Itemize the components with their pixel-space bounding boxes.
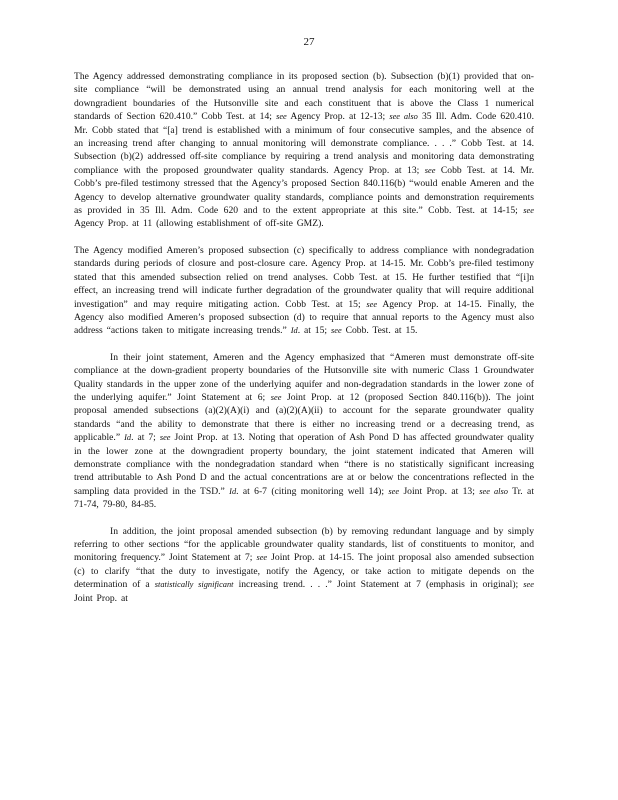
- paragraph-text: Cobb. Test. at 15.: [341, 325, 418, 337]
- italic-citation-signal: see: [159, 433, 171, 443]
- paragraph-text: Agency Prop. at 12-13;: [286, 111, 390, 123]
- paragraph-1: [74, 70, 534, 231]
- paragraph-text: Joint Prop. at 13;: [399, 485, 480, 497]
- page-number: 27: [303, 36, 315, 48]
- paragraph-2: [74, 244, 534, 338]
- paragraph-text: The Agency modified Ameren’s proposed subsection (c) specifically to address compliance with nondegradation standards during periods of closure and post-closure care. Agency Prop. at 14-15. Mr. Cobb’s pre-filed testimony stated that this amended subsection relied on trend analyses. Cobb Test. at 15. He further testified that “[i]n effect, an increasing trend will indicate further degradation of the groundwater quality that will require additional investigation” and may require mitigating action. Cobb Test. at 15;: [74, 244, 534, 310]
- italic-citation-signal: see: [270, 392, 282, 402]
- paragraph-text: . at 7;: [131, 432, 160, 444]
- paragraph-3: [74, 351, 534, 512]
- paragraph-text: In addition, the joint proposal amended subsection (b) by removing redundant language and by simply referring to other sections “for the applicable groundwater quality standards, list of constituents to monitor, and monitoring frequency.” Joint Statement at 7;: [74, 525, 534, 564]
- paragraph-text: Joint Prop. at 14-15. The joint proposal also amended subsection (c) to clarify “that the duty to investigate, notify the Agency, or take action to mitigate depends on the determination of a: [74, 552, 535, 591]
- paragraph-text: increasing trend. . . .” Joint Statement at 7 (emphasis in original);: [233, 579, 524, 591]
- italic-citation-signal: Id: [290, 326, 298, 336]
- italic-citation-signal: see: [366, 299, 378, 309]
- paragraph-text: Agency Prop. at 11 (allowing establishment of off-site GMZ).: [74, 218, 324, 230]
- italic-citation-signal: see: [276, 112, 287, 122]
- paragraph-text: . at 15;: [297, 325, 331, 337]
- italic-citation-signal: see: [523, 580, 534, 590]
- paragraph-text: Agency Prop. at 14-15. Finally, the Agency also modified Ameren’s proposed subsection (d) to require that annual reports to the Agency must also address “actions taken to mitigate increasing trends.”: [74, 298, 534, 337]
- italic-citation-signal: see also: [389, 112, 418, 122]
- paragraph-text: Cobb Test. at 14. Mr. Cobb’s pre-filed testimony stressed that the Agency’s proposed Section 840.116(b) “would enable Ameren and the Agency to develop alternative groundwater quality standards, compliance points and demonstration requirements as provided in 35 Ill. Adm. Code 620 and to the extent appropriate at this site.” Cobb. Test. at 14-15;: [74, 164, 534, 217]
- paragraph-text: The Agency addressed demonstrating compliance in its proposed section (b). Subsection (b)(1) provided that on-site compliance “will be demonstrated using an annual trend analysis for each monitoring well at the downgradient boundaries of the Hutsonville site and each constituent that is above the Class 1 numerical standards of Section 620.410.” Cobb Test. at 14;: [74, 71, 534, 123]
- paragraph-text: Joint Prop. at: [74, 592, 128, 604]
- italic-citation-signal: statistically significant: [154, 580, 234, 590]
- italic-citation-signal: see: [523, 206, 534, 216]
- paragraph-text: In their joint statement, Ameren and the Agency emphasized that “Ameren must demonstrate off-site compliance at the down-gradient property boundaries of the Hutsonville site with numeric Class 1 Groundwater Quality standards in the upper zone of the underlying aquifer and non-degradation standards in the lower zone of the underlying aquifer.” Joint Statement at 6;: [74, 351, 534, 403]
- paragraph-text: Joint Prop. at 13. Noting that operation of Ash Pond D has affected groundwater quality in the lower zone at the downgradient property boundary, the joint statement indicated that Ameren will demonstrate compliance with the nondegradation standard when “there is no statistically significant increasing trend attributable to Ash Pond D and the actual concentrations are at or below the concentrations reflected in the sampling data provided in the TSD.”: [74, 432, 534, 497]
- italic-citation-signal: see: [424, 165, 436, 175]
- paragraph-text: Tr. at 71-74, 79-80, 84-85.: [74, 485, 534, 511]
- paragraph-text: . at 6-7 (citing monitoring well 14);: [236, 485, 389, 497]
- italic-citation-signal: see: [256, 553, 268, 563]
- italic-citation-signal: see: [388, 486, 400, 496]
- italic-citation-signal: Id: [124, 433, 132, 443]
- paragraph-text: 35 Ill. Adm. Code 620.410. Mr. Cobb stated that “[a] trend is established with a minimum of four consecutive samples, and the absence of an increasing trend after changing to annual monitoring will demonstrate compliance. . . .” Cobb Test. at 14. Subsection (b)(2) addressed off-site compliance by requiring a trend analysis and monitoring data demonstrating compliance with the proposed groundwater quality standards. Agency Prop. at 13;: [74, 111, 534, 176]
- document-body: [74, 70, 534, 618]
- paragraph-4: [74, 525, 534, 605]
- italic-citation-signal: see: [330, 326, 342, 336]
- paragraph-text: Joint Prop. at 12 (proposed Section 840.116(b)). The joint proposal amended subsections (a)(2)(A)(i) and (a)(2)(A)(ii) to account for the separate groundwater quality standards “and the ability to demonstrate that there is either no increasing trend or a decreasing trend, as applicable.”: [74, 391, 534, 444]
- italic-citation-signal: see also: [479, 486, 508, 496]
- italic-citation-signal: Id: [229, 486, 237, 496]
